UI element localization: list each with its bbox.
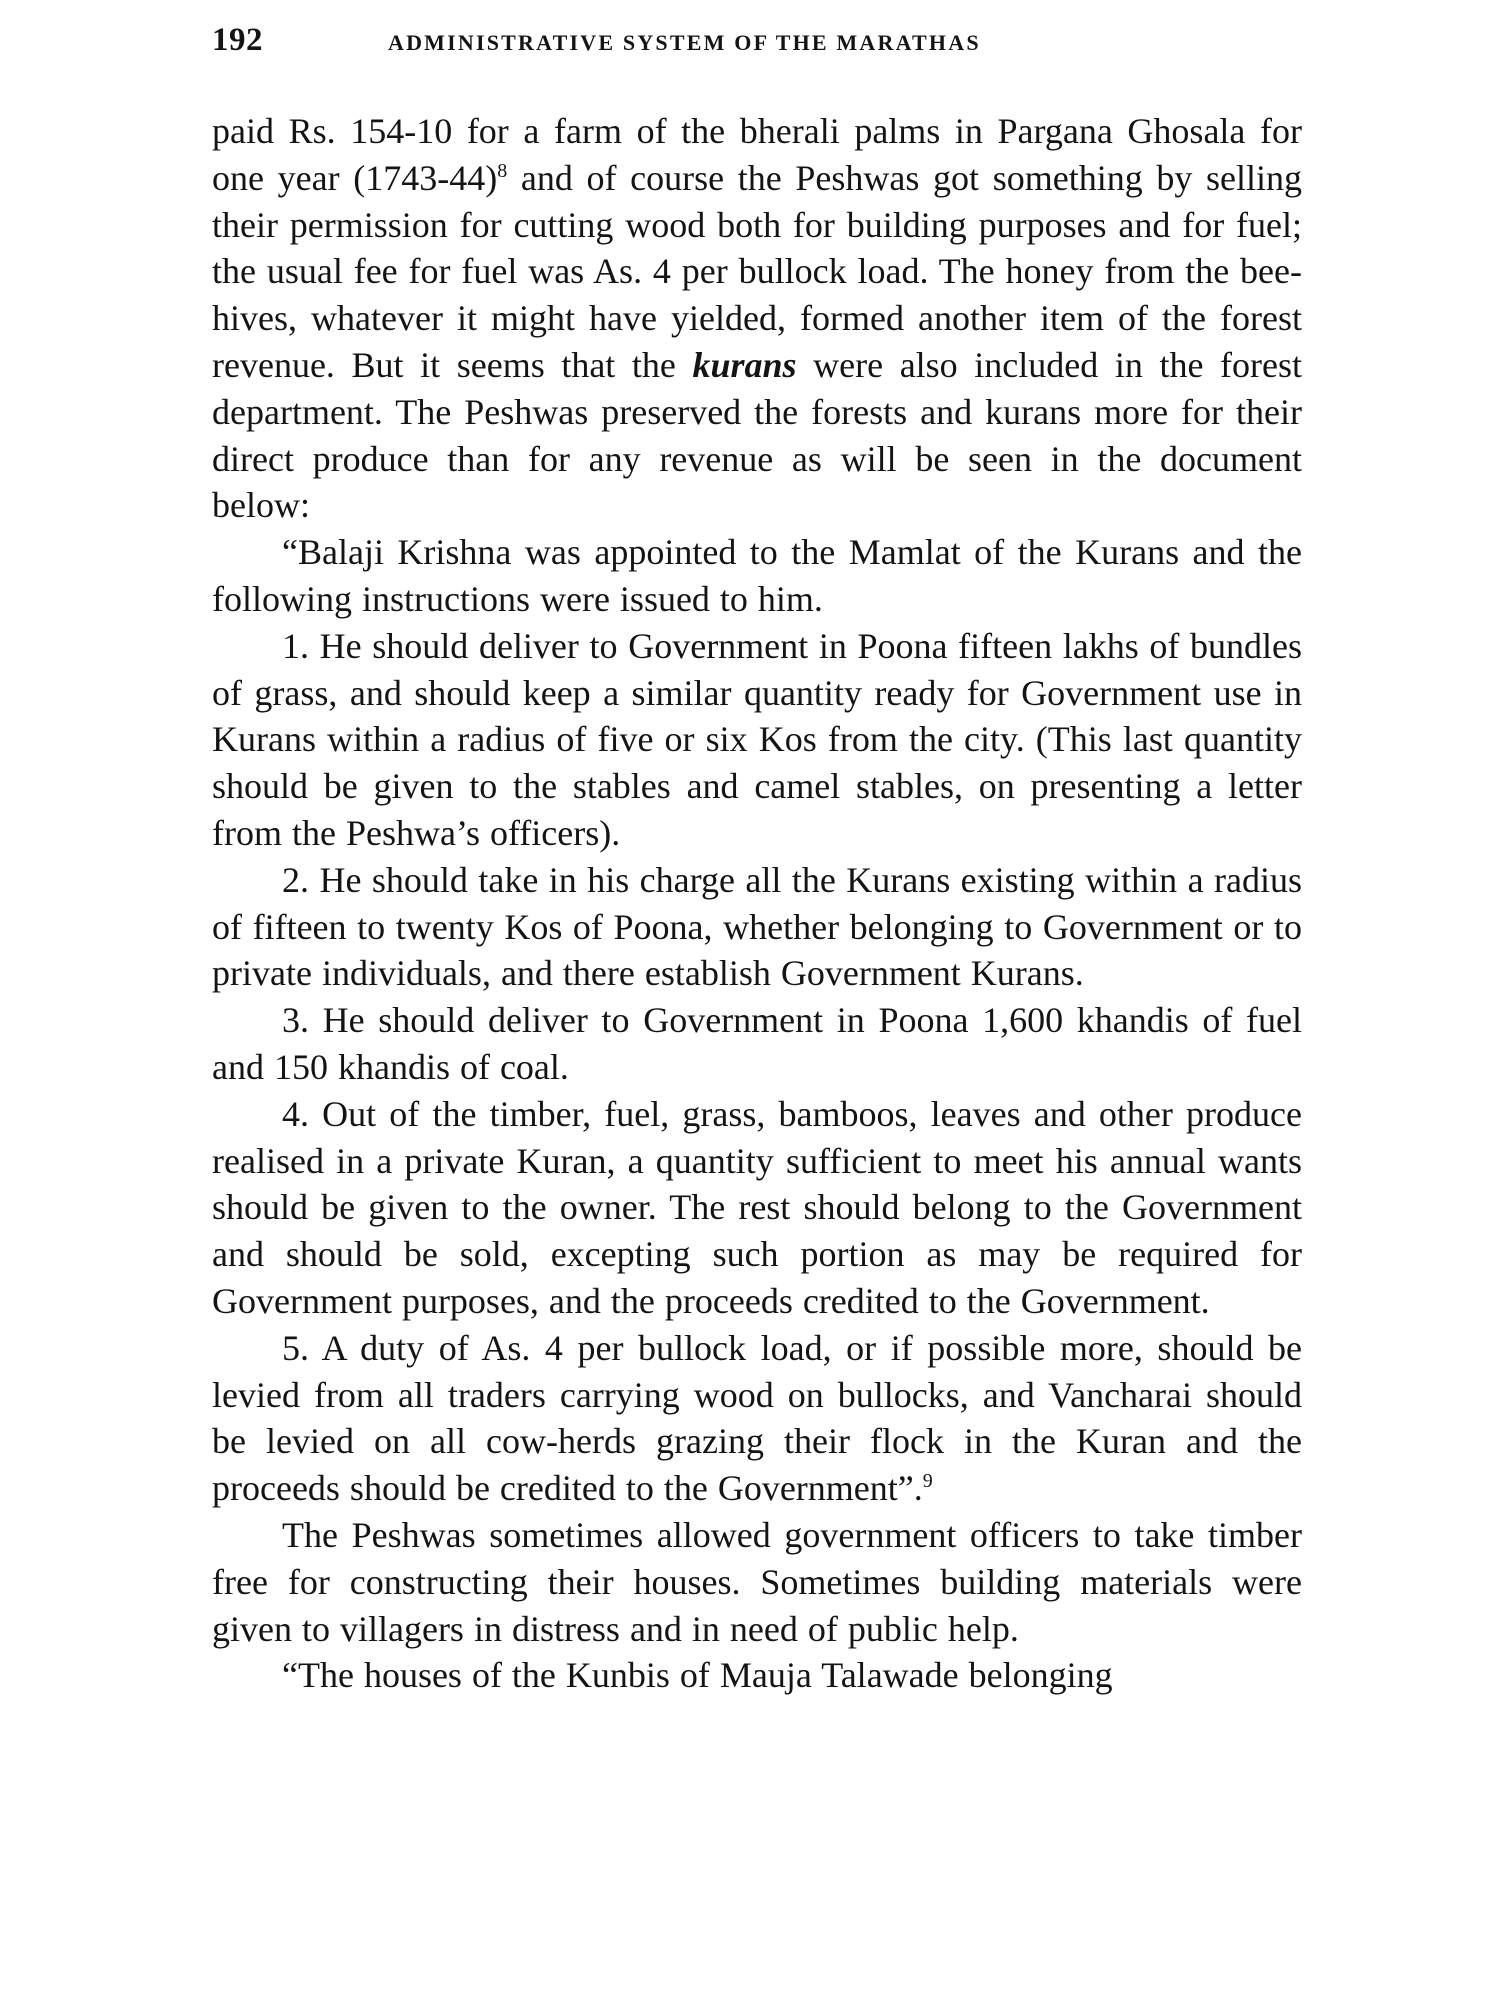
paragraph-quote-talawade: “The houses of the Kunbis of Mauja Talawade belonging <box>282 1655 1113 1696</box>
page-header <box>212 22 1302 70</box>
instruction-2: 2. He should take in his charge all the Kurans existing within a radius of fifteen to twenty Kos of Poona, whether belonging to Government or to private individuals, and there establish Government Kurans. <box>212 859 1302 994</box>
body-text <box>212 108 1302 1699</box>
paragraph-timber-grants: The Peshwas sometimes allowed government officers to take timber free for constructing their houses. Sometimes building materials were given to villagers in distress and in need of public help. <box>212 1514 1302 1649</box>
instruction-1: 1. He should deliver to Government in Poona fifteen lakhs of bundles of grass, and should keep a similar quantity ready for Government use in Kurans within a radius of five or six Kos from the city. (This last quantity should be given to the stables and camel stables, on presenting a letter from the Peshwa’s officers). <box>212 625 1302 853</box>
footnote-ref-9: 9 <box>922 1470 933 1493</box>
instruction-5: 5. A duty of As. 4 per bullock load, or if possible more, should be levied from all traders carrying wood on bullocks, and Vancharai should be levied on all cow-herds grazing their flock in the Kuran and the proceeds should be credited to the Government”.$^9$ <box>212 1327 1302 1509</box>
running-title: ADMINISTRATIVE SYSTEM OF THE MARATHAS <box>388 30 981 55</box>
footnote-ref-8: 8 <box>497 159 508 182</box>
instruction-4: 4. Out of the timber, fuel, grass, bamboos, leaves and other produce realised in a private Kuran, a quantity sufficient to meet his annual wants should be given to the owner. The rest should belong to the Government and should be sold, excepting such portion as may be required for Government purposes, and the proceeds credited to the Government. <box>212 1093 1302 1321</box>
instruction-3: 3. He should deliver to Government in Poona 1,600 khandis of fuel and 150 khandis of coal. <box>212 1000 1302 1087</box>
paragraph-quote-intro: “Balaji Krishna was appointed to the Mamlat of the Kurans and the following instructions were issued to him. <box>212 532 1302 619</box>
page-number: 192 <box>212 22 263 58</box>
paragraph-forest-revenue: paid Rs. 154-10 for a farm of the bherali palms in Pargana Ghosala for one year (1743-44)$^8$ and of course the Peshwas got something by selling their permission for cutting wood both for building purposes and for fuel; the usual fee for fuel was As. 4 per bullock load. The honey from the bee-hives, whatever it might have yielded, formed another item of the forest revenue. But it seems that the kurans were also included in the forest department. The Peshwas preserved the forests and kurans more for their direct produce than for any revenue as will be seen in the document below: <box>212 111 1302 526</box>
italic-term: kurans <box>692 344 797 385</box>
